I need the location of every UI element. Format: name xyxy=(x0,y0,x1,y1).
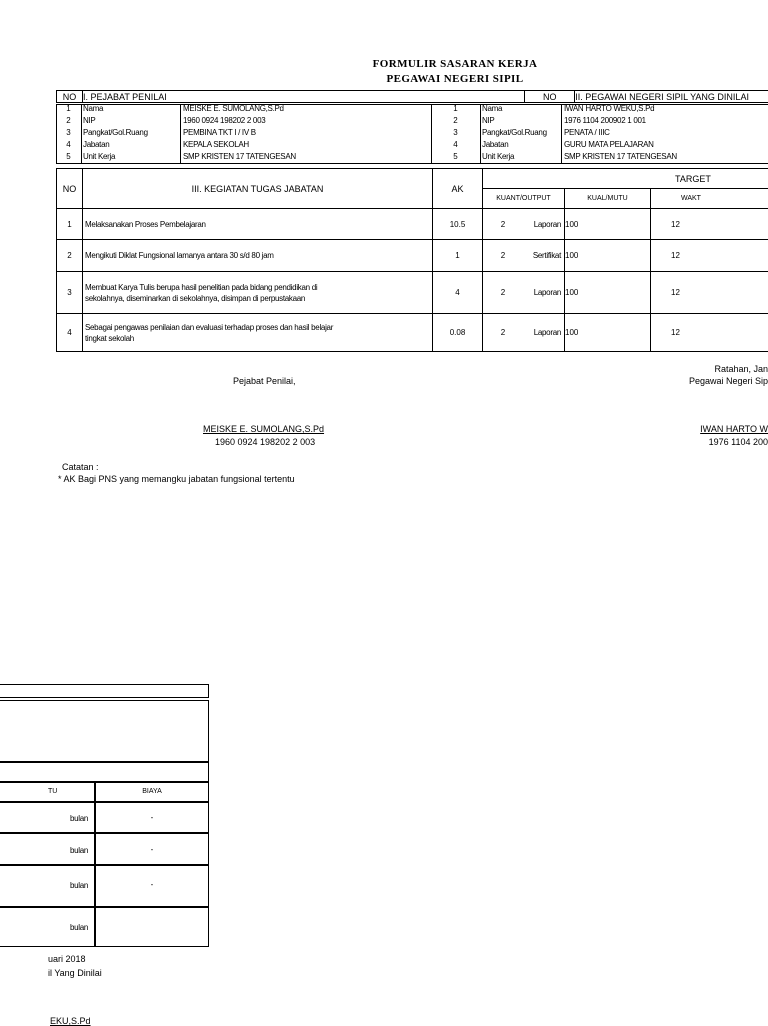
row-waktu: 12 xyxy=(651,209,768,240)
pejabat-no: 1 xyxy=(56,104,81,114)
pegawai-value: SMP KRISTEN 17 TATENGESAN xyxy=(564,152,677,161)
table-row xyxy=(57,209,768,240)
pejabat-value: MEISKE E. SUMOLANG,S.Pd xyxy=(183,104,284,113)
row-kuant: 2 Laporan xyxy=(483,314,565,352)
pejabat-sign-name: MEISKE E. SUMOLANG,S.Pd xyxy=(203,424,324,434)
pegawai-value: IWAN HARTO WEKU,S.Pd xyxy=(564,104,654,113)
kegiatan-title: III. KEGIATAN TUGAS JABATAN xyxy=(83,169,433,209)
pegawai-no: 2 xyxy=(431,116,480,126)
row-unit: bulan xyxy=(70,881,88,890)
waktu-header: WAKT xyxy=(651,189,768,209)
pegawai-value: 1976 1104 200902 1 001 xyxy=(564,116,646,125)
row-ak: 4 xyxy=(433,272,483,314)
pejabat-value: PEMBINA TKT I / IV B xyxy=(183,128,256,137)
header-no: NO xyxy=(57,91,83,103)
pegawai-label: Jabatan xyxy=(482,140,508,149)
row-waktu: 12 xyxy=(651,272,768,314)
row-kuant: 2 Laporan xyxy=(483,272,565,314)
pejabat-sign-nip: 1960 0924 198202 2 003 xyxy=(215,437,315,447)
pegawai-no: 4 xyxy=(431,140,480,150)
place-date: Ratahan, Jan xyxy=(714,364,768,374)
row-kegiatan: Membuat Karya Tulis berupa hasil penelitian pada bidang pendidikan di sekolahnya, diseminarkan di sekolahnya, disimpan di perpustakaan xyxy=(83,272,433,314)
pegawai-value: PENATA / IIIC xyxy=(564,128,610,137)
pejabat-value: KEPALA SEKOLAH xyxy=(183,140,249,149)
row-unit: bulan xyxy=(70,923,88,932)
row-kuant: 2 Laporan xyxy=(483,209,565,240)
row-ak: 10.5 xyxy=(433,209,483,240)
pegawai-sign-nip: 1976 1104 200 xyxy=(709,437,768,447)
row-mutu: 100 xyxy=(565,314,651,352)
pejabat-no: 3 xyxy=(56,128,81,138)
identity-section xyxy=(56,90,768,168)
kegiatan-table xyxy=(56,168,768,356)
row-ak: 1 xyxy=(433,240,483,272)
row-mutu: 100 xyxy=(565,209,651,240)
catatan-label: Catatan : xyxy=(62,462,99,472)
row-kegiatan: Mengikuti Diklat Fungsional lamanya antara 30 s/d 80 jam xyxy=(83,240,433,272)
pejabat-label: Jabatan xyxy=(83,140,109,149)
pegawai-no: 5 xyxy=(431,152,480,162)
kual-header: KUAL/MUTU xyxy=(565,189,651,209)
date-fragment: uari 2018 xyxy=(48,954,86,964)
header-pejabat: I. PEJABAT PENILAI xyxy=(83,91,525,103)
row-biaya: - xyxy=(95,880,209,889)
pejabat-label: Nama xyxy=(83,104,103,113)
header-no-2: NO xyxy=(525,91,575,103)
pegawai-no: 3 xyxy=(431,128,480,138)
pejabat-label: Unit Kerja xyxy=(83,152,115,161)
row-no: 4 xyxy=(57,314,83,352)
table-row xyxy=(57,272,768,314)
continuation-page xyxy=(0,680,220,970)
form-subtitle: PEGAWAI NEGERI SIPIL xyxy=(305,73,605,85)
row-biaya: - xyxy=(95,845,209,854)
kuant-header: KUANT/OUTPUT xyxy=(483,189,565,209)
pegawai-label: Pangkat/Gol.Ruang xyxy=(482,128,547,137)
catatan-note: * AK Bagi PNS yang memangku jabatan fungsional tertentu xyxy=(58,474,295,484)
row-biaya: - xyxy=(95,813,209,822)
pejabat-label: NIP xyxy=(83,116,95,125)
pejabat-label: Pangkat/Gol.Ruang xyxy=(83,128,148,137)
tu-header: TU xyxy=(48,788,57,795)
pejabat-no: 4 xyxy=(56,140,81,150)
pejabat-no: 5 xyxy=(56,152,81,162)
biaya-header: BIAYA xyxy=(95,788,209,795)
header-pegawai: II. PEGAWAI NEGERI SIPIL YANG DINILAI xyxy=(575,91,768,103)
table-row xyxy=(57,314,768,352)
pegawai-label: Nama xyxy=(482,104,502,113)
pejabat-no: 2 xyxy=(56,116,81,126)
pegawai-sign-label: Pegawai Negeri Sip xyxy=(689,376,768,386)
pejabat-sign-label: Pejabat Penilai, xyxy=(233,376,296,386)
row-ak: 0.08 xyxy=(433,314,483,352)
row-kegiatan: Melaksanakan Proses Pembelajaran xyxy=(83,209,433,240)
form-title: FORMULIR SASARAN KERJA xyxy=(305,58,605,70)
ak-header: AK xyxy=(433,169,483,209)
row-kegiatan: Sebagai pengawas penilaian dan evaluasi terhadap proses dan hasil belajar tingkat sekolah xyxy=(83,314,433,352)
row-mutu: 100 xyxy=(565,272,651,314)
pegawai-sign-name: IWAN HARTO W xyxy=(700,424,768,434)
row-no: 3 xyxy=(57,272,83,314)
pegawai-label: NIP xyxy=(482,116,494,125)
pegawai-fragment: il Yang Dinilai xyxy=(48,968,102,978)
row-no: 1 xyxy=(57,209,83,240)
pegawai-no: 1 xyxy=(431,104,480,114)
pegawai-value: GURU MATA PELAJARAN xyxy=(564,140,654,149)
row-kuant: 2 Sertifikat xyxy=(483,240,565,272)
name-fragment: EKU,S.Pd xyxy=(50,1016,91,1026)
pejabat-value: SMP KRISTEN 17 TATENGESAN xyxy=(183,152,296,161)
row-waktu: 12 xyxy=(651,314,768,352)
row-unit: bulan xyxy=(70,846,88,855)
target-header: TARGET xyxy=(483,169,768,189)
pejabat-value: 1960 0924 198202 2 003 xyxy=(183,116,265,125)
row-no: 2 xyxy=(57,240,83,272)
row-unit: bulan xyxy=(70,814,88,823)
row-waktu: 12 xyxy=(651,240,768,272)
kegiatan-no-header: NO xyxy=(57,169,83,209)
pegawai-label: Unit Kerja xyxy=(482,152,514,161)
table-row xyxy=(57,240,768,272)
row-mutu: 100 xyxy=(565,240,651,272)
